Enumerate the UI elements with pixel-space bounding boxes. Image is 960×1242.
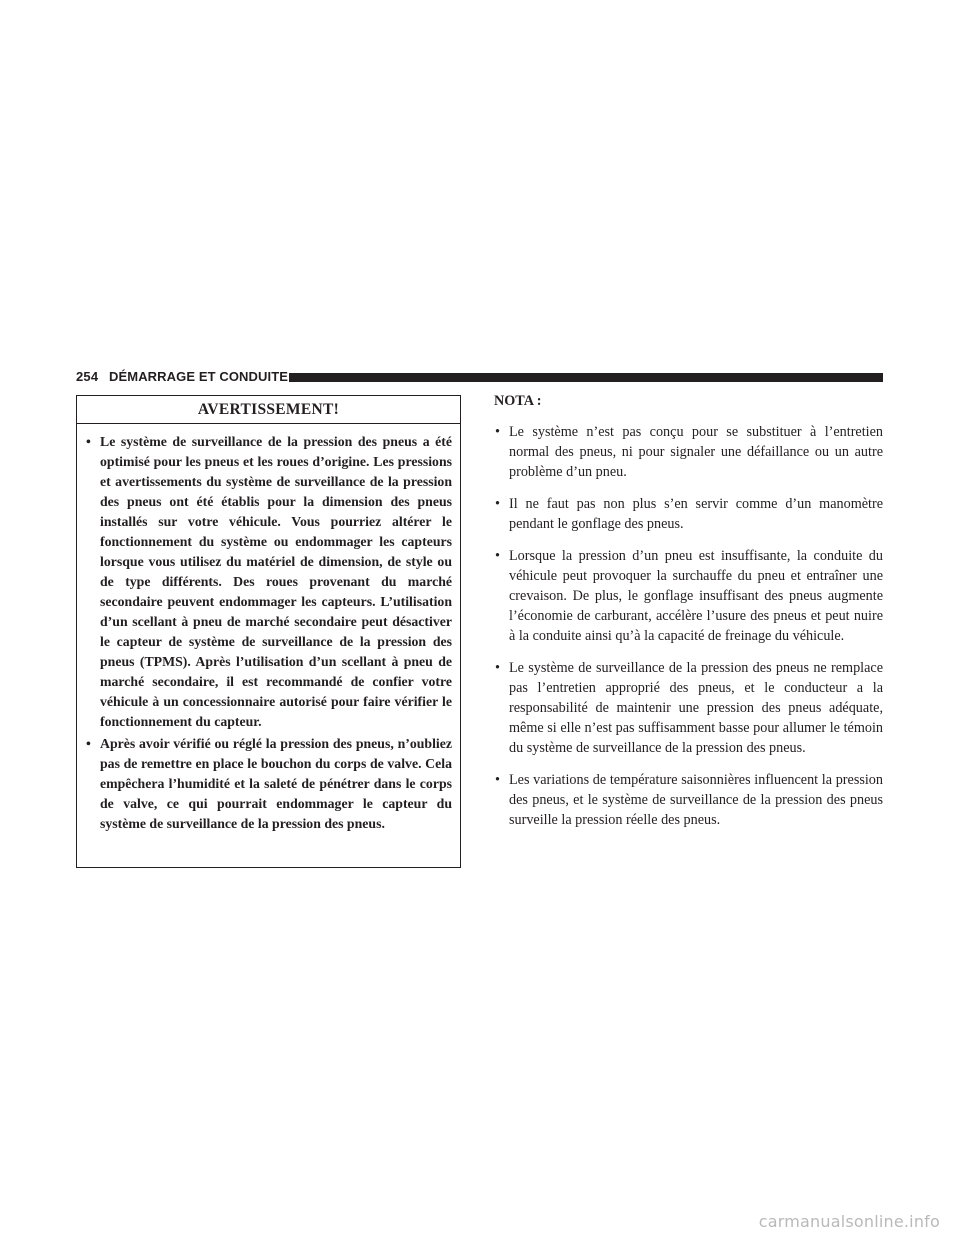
page-header — [76, 366, 883, 388]
warning-title: AVERTISSEMENT! — [77, 396, 460, 424]
bullet-icon: • — [495, 660, 500, 676]
bullet-icon: • — [495, 772, 500, 788]
page-number: 254 — [76, 369, 99, 384]
warning-box — [76, 395, 461, 868]
section-title: DÉMARRAGE ET CONDUITE — [109, 369, 289, 384]
note-item — [494, 494, 883, 534]
warning-item — [86, 734, 452, 834]
note-item — [494, 658, 883, 758]
bullet-icon: • — [86, 434, 91, 449]
note-item-text: Il ne faut pas non plus s’en servir comme d’un manomètre pendant le gonflage des pneus. — [509, 496, 883, 532]
warning-item-text: Le système de surveillance de la pression des pneus a été optimisé pour les pneus et les roues d’origine. Les pressions et avertissements du système de surveillance de la pression des pneus ont été établis pour la dimension des pneus installés sur votre véhicule. Vous pourriez altérer le fonctionnement du système ou endommager les capteurs lorsque vous utilisez du matériel de dimension, de style ou de type différents. Des roues provenant du marché secondaire peuvent endommager les capteurs. L’utilisation d’un scellant à pneu de marché secondaire peut désactiver le capteur de système de surveillance de la pression des pneus (TPMS). Après l’utilisation d’un scellant à pneu de marché secondaire, il est recommandé de confier votre véhicule à un concessionnaire autorisé pour faire vérifier le fonctionnement du capteur. — [100, 434, 452, 729]
warning-list — [77, 424, 460, 834]
warning-item — [86, 432, 452, 732]
watermark: carmanualsonline.info — [758, 1212, 940, 1231]
note-section — [494, 391, 883, 842]
note-item — [494, 770, 883, 830]
bullet-icon: • — [86, 736, 91, 751]
bullet-icon: • — [495, 548, 500, 564]
note-item-text: Le système n’est pas conçu pour se substituer à l’entretien normal des pneus, ni pour signaler une défaillance ou un autre problème d’un pneu. — [509, 424, 883, 480]
bullet-icon: • — [495, 496, 500, 512]
bullet-icon: • — [495, 424, 500, 440]
note-label: NOTA : — [494, 393, 542, 409]
note-item-text: Les variations de température saisonnières influencent la pression des pneus, et le système de surveillance de la pression des pneus surveille la pression réelle des pneus. — [509, 772, 883, 828]
note-item — [494, 422, 883, 482]
header-rule — [289, 373, 883, 382]
note-list — [494, 422, 883, 830]
note-item-text: Le système de surveillance de la pression des pneus ne remplace pas l’entretien approprié des pneus, et le conducteur a la responsabilité de maintenir une pression des pneus adéquate, même si elle n’est pas suffisamment basse pour allumer le témoin du système de surveillance de la pression des pneus. — [509, 660, 883, 756]
warning-item-text: Après avoir vérifié ou réglé la pression des pneus, n’oubliez pas de remettre en place le bouchon du corps de valve. Cela empêchera l’humidité et la saleté de pénétrer dans le corps de valve, ce qui pourrait endommager le capteur du système de surveillance de la pression des pneus. — [100, 736, 452, 831]
note-item-text: Lorsque la pression d’un pneu est insuffisante, la conduite du véhicule peut provoquer la surchauffe du pneu et entraîner une crevaison. De plus, le gonflage insuffisant des pneus augmente l’économie de carburant, accélère l’usure des pneus et peut nuire à la conduite ainsi qu’à la capacité de freinage du véhicule. — [509, 548, 883, 644]
note-item — [494, 546, 883, 646]
